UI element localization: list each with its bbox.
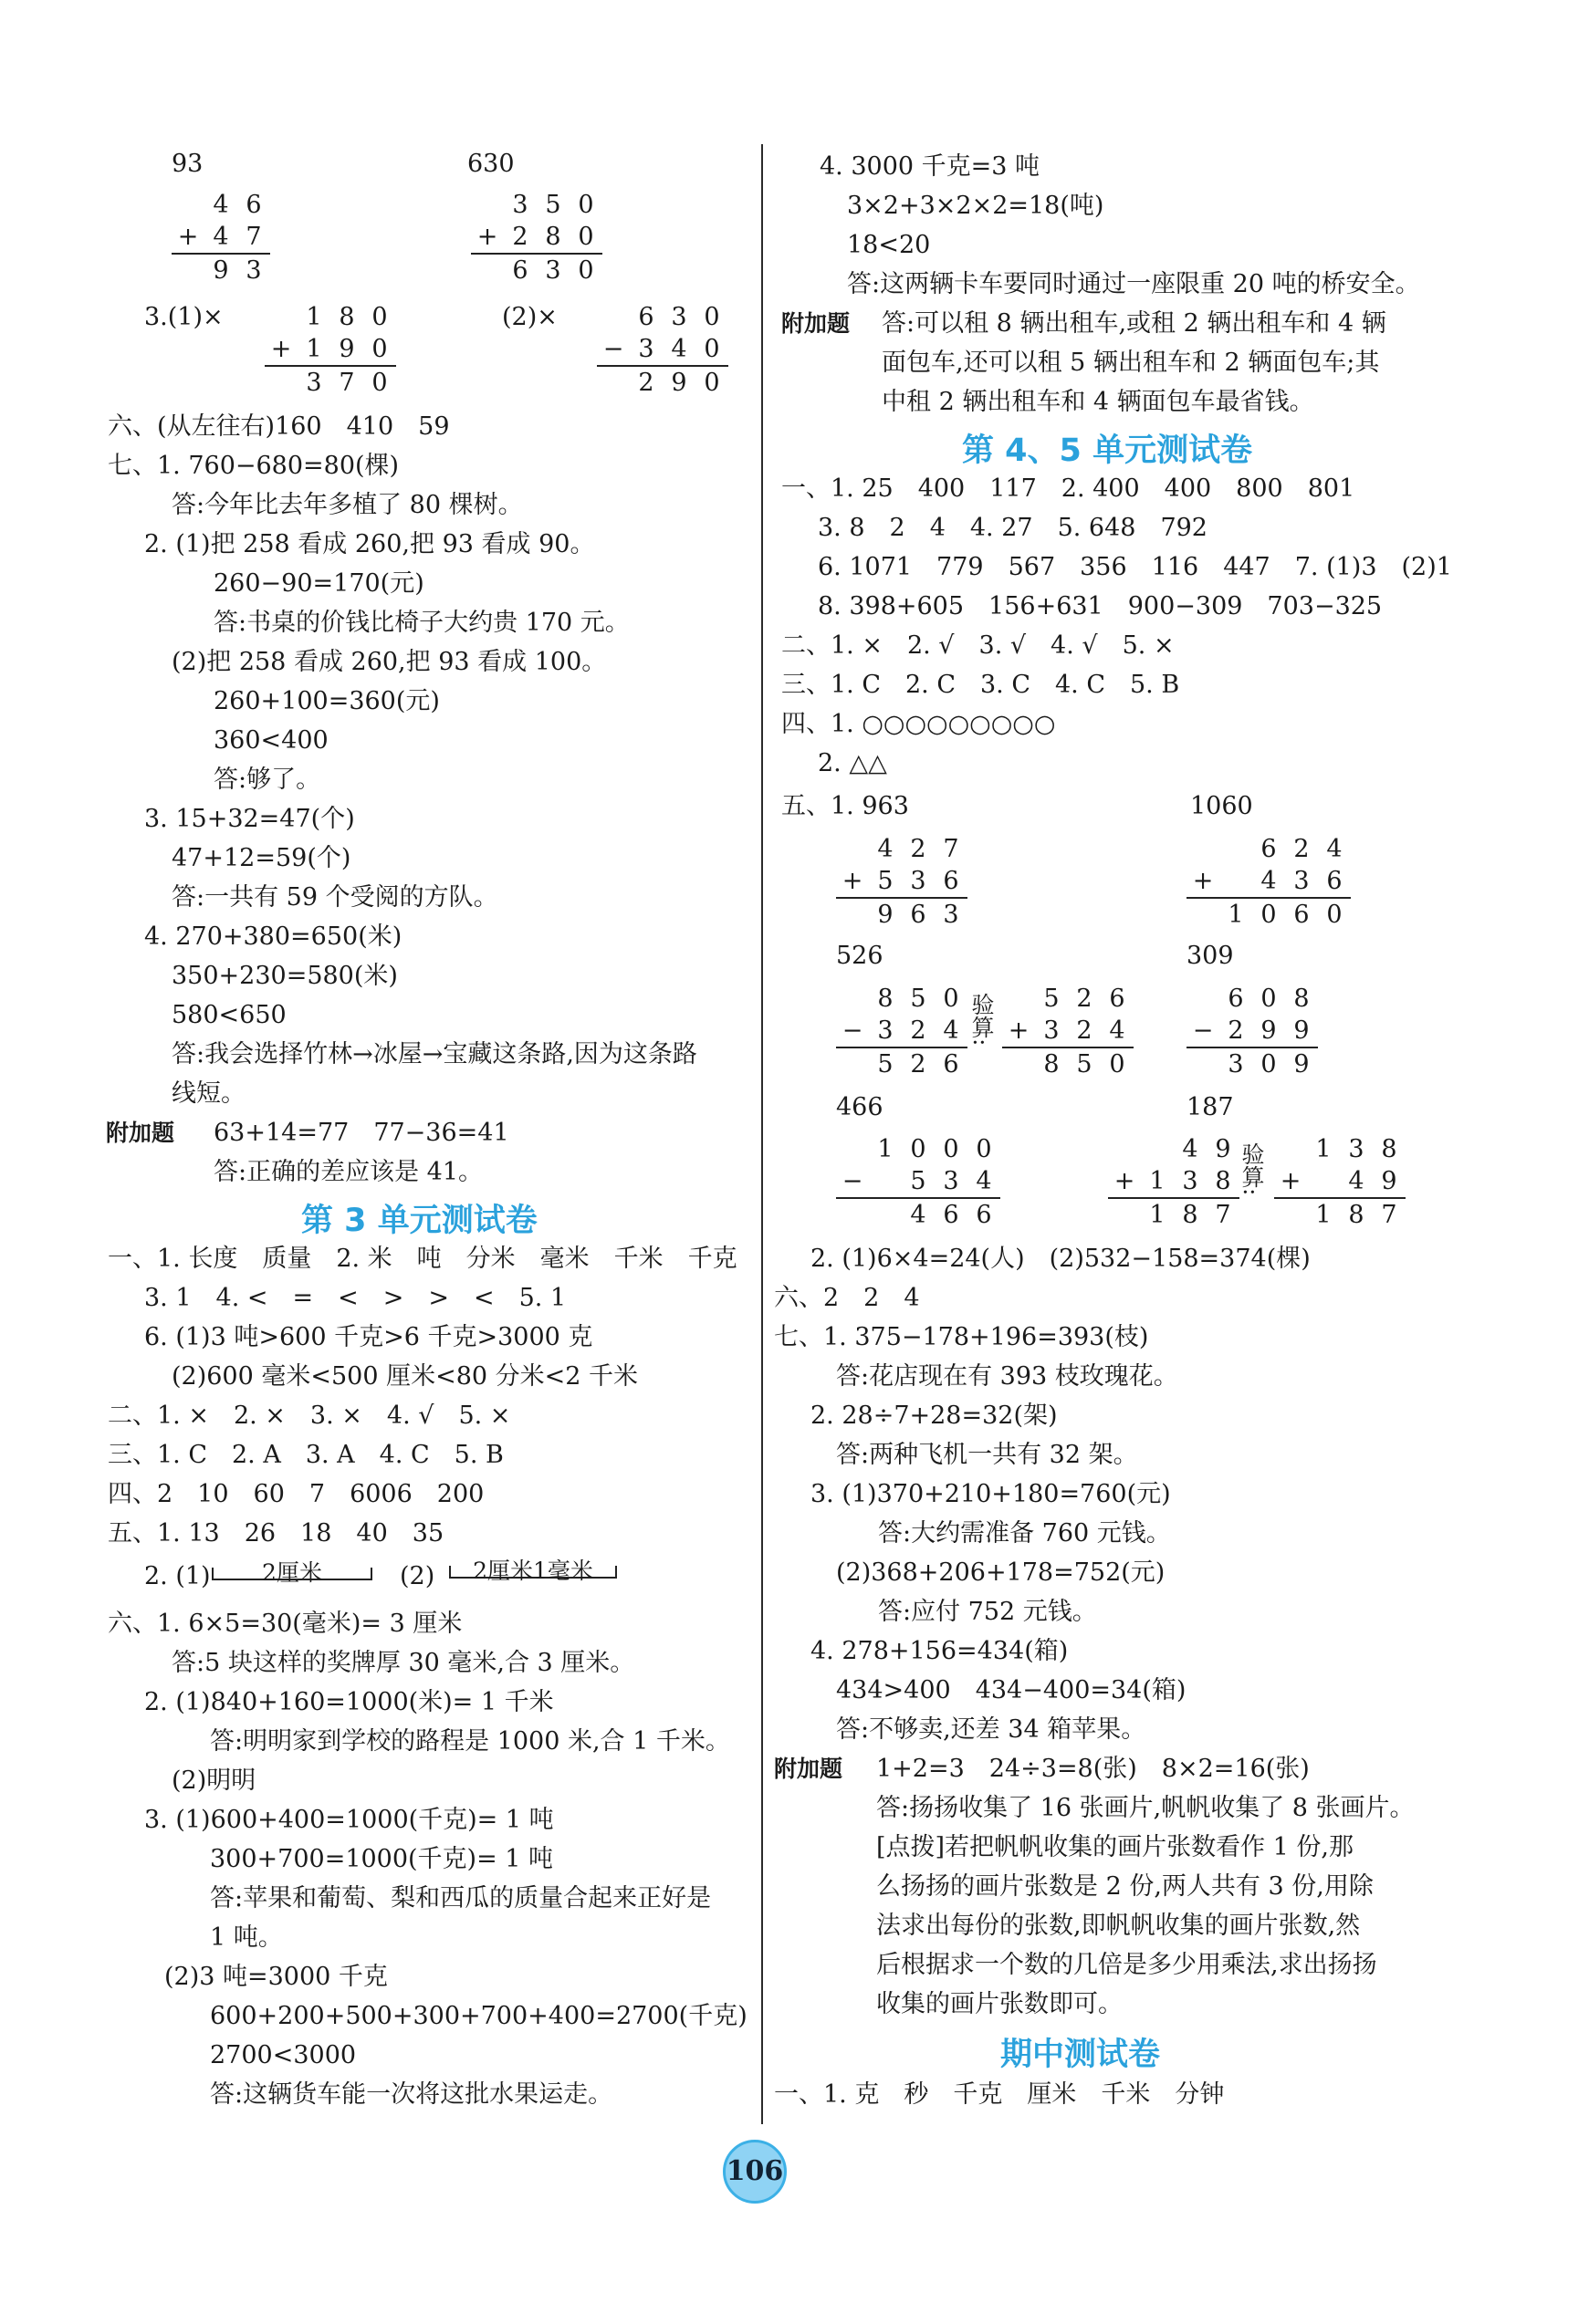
answer-line: 答:这辆货车能一次将这批水果运走。 (210, 2080, 613, 2109)
answer-line: 答:明明家到学校的路程是 1000 米,合 1 千米。 (210, 1727, 730, 1756)
answer-line: 一、1. 克 秒 千克 厘米 千米 分钟 (774, 2080, 1225, 2109)
answer-line: 答:书桌的价钱比椅子大约贵 170 元。 (214, 609, 630, 637)
vertical-calc-526-324: 5 2 6 + 3 2 4 8 5 0 (1002, 983, 1134, 1080)
answer-line: 答:正确的差应该是 41。 (214, 1158, 484, 1186)
answer-line: 2. (1)6×4=24(人) (2)532−158=374(棵) (810, 1245, 1311, 1273)
answer-line: 260+100=360(元) (214, 687, 440, 715)
answer-line: (2)× (502, 303, 558, 331)
answer-line: 面包车,还可以租 5 辆出租车和 2 辆面包车;其 (882, 349, 1380, 377)
answer-line: (2) (400, 1562, 435, 1590)
answer-line: 3. (1)600+400=1000(千克)= 1 吨 (144, 1806, 554, 1834)
answer-line: 187 (1187, 1093, 1234, 1121)
answer-line: 答:可以租 8 辆出租车,或租 2 辆出租车和 4 辆 (882, 309, 1386, 338)
answer-line: 4. 270+380=650(米) (144, 922, 402, 951)
answer-line: 三、1. C 2. C 3. C 4. C 5. B (781, 671, 1180, 699)
answer-line: 三、1. C 2. A 3. A 4. C 5. B (108, 1441, 504, 1469)
answer-line: 答:应付 752 元钱。 (878, 1598, 1097, 1626)
answer-line: 五、1. 13 26 18 40 35 (108, 1519, 444, 1548)
answer-line: 答:不够卖,还差 34 箱苹果。 (836, 1715, 1146, 1744)
vertical-calc-427-536: 4 2 7 + 5 3 6 9 6 3 (836, 833, 967, 931)
answer-line: 93 (172, 150, 204, 178)
answer-line: 3×2+3×2×2=18(吨) (847, 192, 1104, 220)
segment-2cm-1mm (449, 1557, 617, 1584)
answer-line: 中租 2 辆出租车和 4 辆面包车最省钱。 (882, 388, 1314, 416)
answer-line: 3.(1)× (144, 303, 224, 331)
bonus-label: 附加题 (774, 1756, 843, 1782)
segment-2cm (212, 1558, 372, 1586)
vertical-calc-630-340: 6 3 0 − 3 4 0 2 9 0 (597, 301, 728, 399)
answer-line: 360<400 (214, 726, 329, 755)
check-label: 验算: (968, 993, 995, 1047)
answer-line: 七、1. 760−680=80(棵) (108, 452, 400, 480)
answer-line: 答:大约需准备 760 元钱。 (878, 1519, 1171, 1548)
answer-line: 350+230=580(米) (172, 962, 398, 990)
answer-line: 答:苹果和葡萄、梨和西瓜的质量合起来正好是 (210, 1884, 712, 1912)
answer-line: 答:这两辆卡车要同时通过一座限重 20 吨的桥安全。 (847, 270, 1420, 298)
answer-line: 8. 398+605 156+631 900−309 703−325 (818, 592, 1383, 620)
section-title-unit-3: 第 3 单元测试卷 (301, 1203, 538, 1239)
answer-line: 630 (467, 150, 515, 178)
answer-line: 答:5 块这样的奖牌厚 30 毫米,合 3 厘米。 (172, 1649, 635, 1677)
answer-line: 七、1. 375−178+196=393(枝) (774, 1323, 1149, 1351)
answer-line: 300+700=1000(千克)= 1 吨 (210, 1845, 554, 1873)
answer-line: 二、1. × 2. √ 3. √ 4. √ 5. × (781, 631, 1175, 660)
answer-line: 答:花店现在有 393 枝玫瑰花。 (836, 1362, 1178, 1391)
answer-line: 2700<3000 (210, 2041, 357, 2069)
answer-line: 4. 3000 千克=3 吨 (820, 152, 1040, 181)
vertical-calc-624-436: 6 2 4 + 4 3 6 1 0 6 0 (1187, 833, 1351, 931)
answer-line: 6. (1)3 吨>600 千克>6 千克>3000 克 (144, 1323, 593, 1351)
answer-line: 答:两种飞机一共有 32 架。 (836, 1441, 1138, 1469)
vertical-calc-1000-534: 1 0 0 0 − 5 3 4 4 6 6 (836, 1133, 1000, 1231)
answer-line: 收集的画片张数即可。 (876, 1990, 1123, 2018)
answer-line: 线短。 (172, 1079, 246, 1108)
answer-line: 六、2 2 4 (774, 1284, 920, 1312)
answer-line: 么扬扬的画片张数是 2 份,两人共有 3 份,用除 (876, 1872, 1374, 1901)
answer-line: 答:我会选择竹林→冰屋→宝藏这条路,因为这条路 (172, 1040, 697, 1068)
answer-line: 1 吨。 (210, 1923, 283, 1952)
vertical-calc-49-138: 4 9 + 1 3 8 1 8 7 (1108, 1133, 1239, 1231)
bonus-label: 附加题 (781, 310, 851, 337)
answer-line: 2. △△ (818, 749, 887, 777)
answer-line: 6. 1071 779 567 356 116 447 7. (1)3 (2)1 (818, 553, 1452, 581)
answer-line: 答:今年比去年多植了 80 棵树。 (172, 491, 523, 519)
answer-line: 一、1. 25 400 117 2. 400 400 800 801 (781, 474, 1355, 503)
answer-line: 六、(从左往右)160 410 59 (108, 412, 450, 441)
answer-line: 526 (836, 942, 883, 970)
answer-line: 260−90=170(元) (214, 569, 424, 598)
segment-label: 2厘米 (262, 1559, 322, 1586)
answer-line: 3. 8 2 4 4. 27 5. 648 792 (818, 514, 1207, 542)
answer-line: 答:够了。 (214, 766, 321, 794)
answer-line: (2)600 毫米<500 厘米<80 分米<2 千米 (172, 1362, 639, 1391)
bonus-label: 附加题 (106, 1120, 175, 1146)
answer-line: 63+14=77 77−36=41 (214, 1119, 509, 1147)
answer-line: 18<20 (847, 231, 931, 259)
section-title-midterm: 期中测试卷 (1000, 2037, 1161, 2073)
answer-line: 后根据求一个数的几倍是多少用乘法,求出扬扬 (876, 1951, 1377, 1979)
answer-line: 1060 (1190, 792, 1253, 820)
answer-line: 47+12=59(个) (172, 844, 351, 872)
vertical-calc-180-190: 1 8 0 + 1 9 0 3 7 0 (265, 301, 396, 399)
answer-line: 434>400 434−400=34(箱) (836, 1676, 1187, 1704)
answer-line: 四、2 10 60 7 6006 200 (108, 1480, 485, 1508)
answer-line: (2)368+206+178=752(元) (836, 1558, 1166, 1587)
segment-label: 2厘米1毫米 (473, 1558, 593, 1584)
section-title-unit-4-5: 第 4、5 单元测试卷 (962, 432, 1253, 469)
check-label: 验算: (1239, 1142, 1265, 1196)
answer-line: 2. (1)840+160=1000(米)= 1 千米 (144, 1688, 554, 1716)
answer-line: 600+200+500+300+700+400=2700(千克) (210, 2002, 747, 2030)
answer-line: 3. (1)370+210+180=760(元) (810, 1480, 1171, 1508)
answer-line: 309 (1187, 942, 1234, 970)
answer-line: 580<650 (172, 1001, 287, 1029)
answer-line: 466 (836, 1093, 883, 1121)
answer-line: [点拨]若把帆帆收集的画片张数看作 1 份,那 (876, 1833, 1354, 1861)
answer-line: 1+2=3 24÷3=8(张) 8×2=16(张) (876, 1755, 1310, 1783)
vertical-calc-350-280: 3 5 0 + 2 8 0 6 3 0 (471, 189, 602, 287)
answer-line: 4. 278+156=434(箱) (810, 1637, 1069, 1665)
answer-line: 二、1. × 2. × 3. × 4. √ 5. × (108, 1402, 511, 1430)
answer-line: 法求出每份的张数,即帆帆收集的画片张数,然 (876, 1912, 1361, 1940)
answer-line: (2)3 吨=3000 千克 (164, 1963, 388, 1991)
answer-line: 3. 15+32=47(个) (144, 805, 355, 833)
answer-line: 2. (1)把 258 看成 260,把 93 看成 90。 (144, 530, 595, 558)
vertical-calc-850-324: 8 5 0 − 3 2 4 5 2 6 (836, 983, 967, 1080)
answer-line: 六、1. 6×5=30(毫米)= 3 厘米 (108, 1610, 463, 1638)
answer-line: 2. 28÷7+28=32(架) (810, 1402, 1058, 1430)
answer-line: 2. (1) (144, 1562, 211, 1590)
answer-line: 答:扬扬收集了 16 张画片,帆帆收集了 8 张画片。 (876, 1794, 1415, 1822)
column-divider (761, 144, 763, 2124)
answer-line: (2)明明 (172, 1766, 256, 1795)
answer-line: (2)把 258 看成 260,把 93 看成 100。 (172, 648, 607, 676)
answer-line: 五、1. 963 (781, 792, 909, 820)
answer-line: 一、1. 长度 质量 2. 米 吨 分米 毫米 千米 千克 (108, 1245, 737, 1273)
answer-line: 四、1. ○○○○○○○○○ (781, 710, 1056, 738)
vertical-calc-46-47: 4 6 + 4 7 9 3 (172, 189, 270, 287)
answer-line: 3. 1 4. < = < > > < 5. 1 (144, 1284, 567, 1312)
vertical-calc-608-299: 6 0 8 − 2 9 9 3 0 9 (1187, 983, 1318, 1080)
answer-line: 答:一共有 59 个受阅的方队。 (172, 883, 498, 912)
vertical-calc-138-49: 1 3 8 + 4 9 1 8 7 (1274, 1133, 1406, 1231)
page-number-badge: 106 (723, 2140, 787, 2204)
